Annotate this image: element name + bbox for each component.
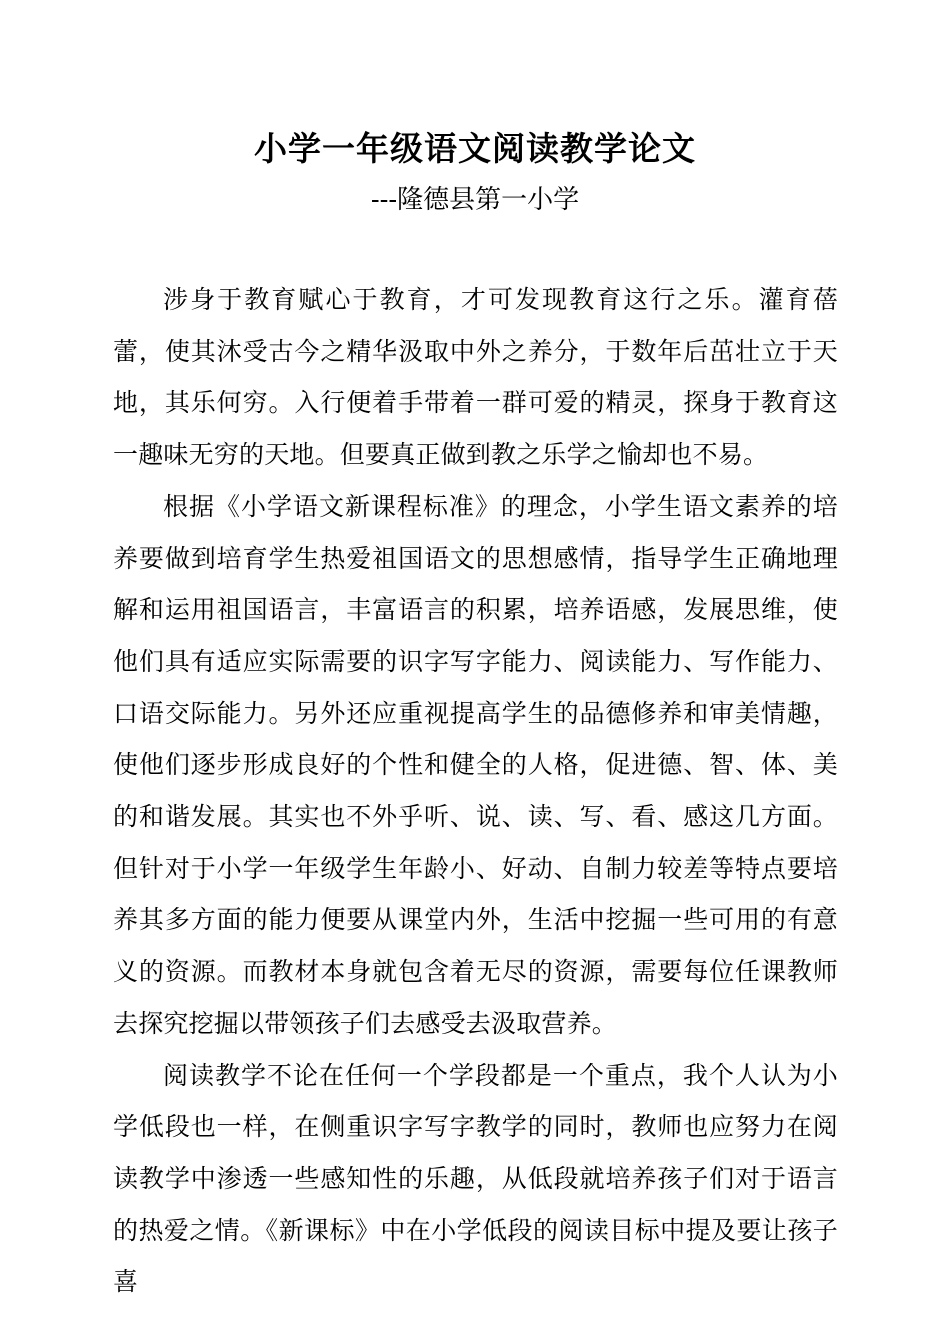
document-subtitle: ---隆德县第一小学 [370,185,580,215]
paragraph-1: 涉身于教育赋心于教育，才可发现教育这行之乐。灌育蓓蕾，使其沐受古今之精华汲取中外之养分，于数年后茁壮立于天地，其乐何穷。入行便着手带着一群可爱的精灵，探身于教育这一趣味无穷的天地。但要真正做到教之乐学之愉却也不易。 [113,285,838,470]
paragraph-2: 根据《小学语文新课程标准》的理念，小学生语文素养的培养要做到培育学生热爱祖国语文的思想感情，指导学生正确地理解和运用祖国语言，丰富语言的积累，培养语感，发展思维，使他们具有适应实际需要的识字写字能力、阅读能力、写作能力、口语交际能力。另外还应重视提高学生的品德修养和审美情趣，使他们逐步形成良好的个性和健全的人格，促进德、智、体、美的和谐发展。其实也不外乎听、说、读、写、看、感这几方面。但针对于小学一年级学生年龄小、好动、自制力较差等特点要培养其多方面的能力便要从课堂内外，生活中挖掘一些可用的有意义的资源。而教材本身就包含着无尽的资源，需要每位任课教师去探究挖掘以带领孩子们去感受去汲取营养。 [113,491,838,1038]
document-title: 小学一年级语文阅读教学论文 [254,129,696,168]
document-body [113,274,838,1308]
paragraph-3: 阅读教学不论在任何一个学段都是一个重点，我个人认为小学低段也一样，在侧重识字写字教学的同时，教师也应努力在阅读教学中渗透一些感知性的乐趣，从低段就培养孩子们对于语言的热爱之情。《新课标》中在小学低段的阅读目标中提及要让孩子喜 [113,1060,838,1297]
